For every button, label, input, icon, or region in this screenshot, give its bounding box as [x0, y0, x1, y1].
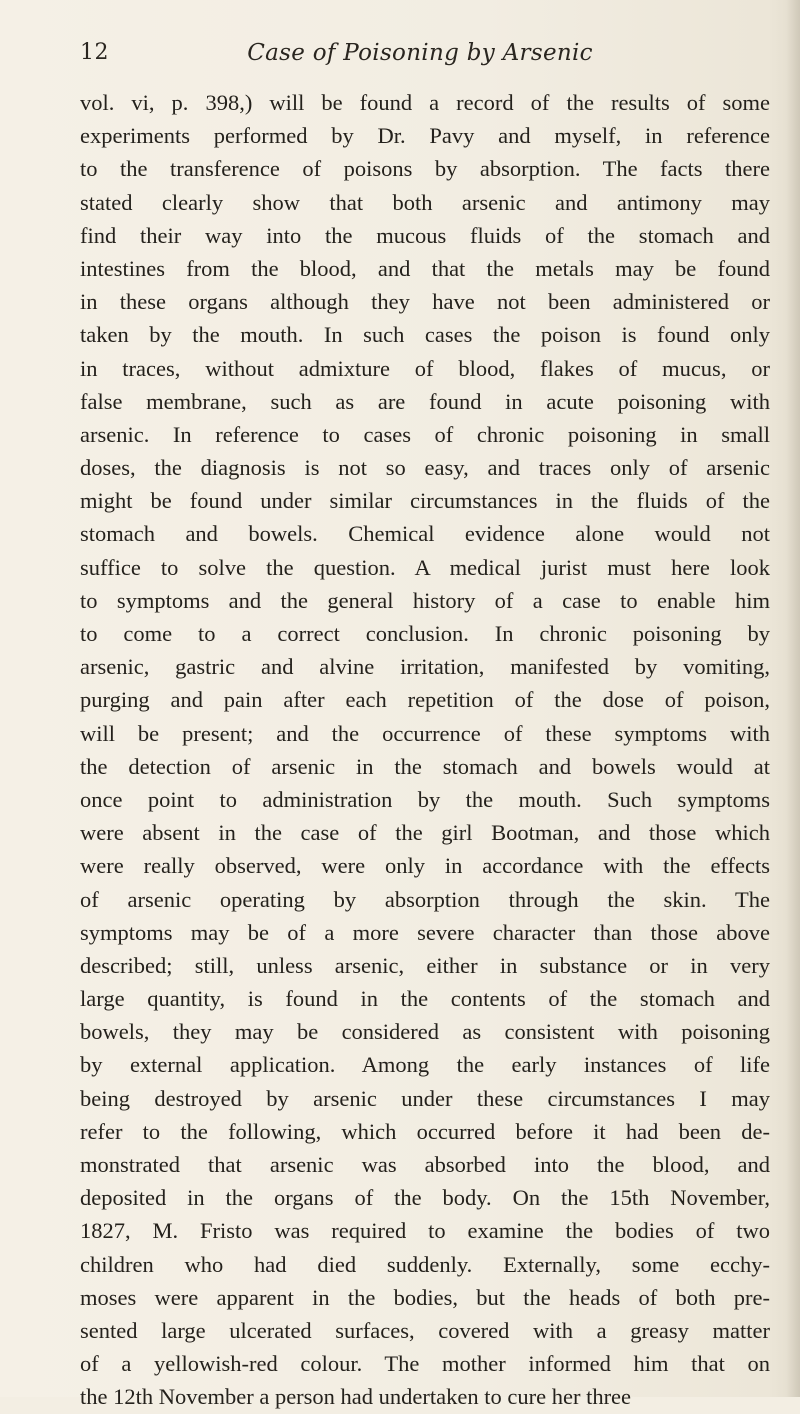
- text-line: stated clearly show that both arsenic and antimony may: [80, 189, 770, 215]
- text-line: stomach and bowels. Chemical evidence alone would not: [80, 521, 770, 547]
- text-line: the 12th November a person had undertaken to cure her three: [80, 1384, 632, 1410]
- text-line: of a yellowish-red colour. The mother informed him that on: [80, 1351, 770, 1377]
- text-line: experiments performed by Dr. Pavy and myself, in reference: [80, 123, 770, 149]
- text-line: moses were apparent in the bodies, but the heads of both pre-: [80, 1284, 770, 1310]
- text-line: purging and pain after each repetition of the dose of poison,: [80, 687, 770, 713]
- text-line: refer to the following, which occurred before it had been de-: [80, 1118, 770, 1144]
- text-line: find their way into the mucous fluids of the stomach and: [80, 222, 770, 248]
- text-line: doses, the diagnosis is not so easy, and traces only of arsenic: [80, 455, 770, 481]
- text-line: will be present; and the occurrence of these symptoms with: [80, 720, 770, 746]
- text-line: to come to a correct conclusion. In chronic poisoning by: [80, 621, 770, 646]
- text-line: to the transference of poisons by absorption. The facts there: [80, 156, 770, 182]
- page-edge-shadow: [786, 0, 800, 1397]
- text-line: to symptoms and the general history of a case to enable him: [80, 587, 770, 613]
- page-header: [80, 40, 760, 80]
- text-line: in these organs although they have not been administered or: [80, 289, 770, 315]
- text-line: large quantity, is found in the contents of the stomach and: [80, 986, 770, 1012]
- running-title: Case of Poisoning by Arsenic: [247, 40, 593, 66]
- text-line: the detection of arsenic in the stomach and bowels would at: [80, 753, 770, 779]
- text-line: arsenic. In reference to cases of chronic poisoning in small: [80, 421, 770, 447]
- text-line: in traces, without admixture of blood, flakes of mucus, or: [80, 355, 770, 381]
- text-line: vol. vi, p. 398,) will be found a record of the results of some: [80, 90, 770, 115]
- text-line: bowels, they may be considered as consistent with poisoning: [80, 1019, 770, 1045]
- text-line: of arsenic operating by absorption through the skin. The: [80, 886, 770, 912]
- body-paragraph: [80, 86, 770, 1414]
- text-line: 1827, M. Fristo was required to examine the bodies of two: [80, 1218, 770, 1244]
- text-line: were absent in the case of the girl Bootman, and those which: [80, 820, 770, 846]
- text-line: might be found under similar circumstances in the fluids of the: [80, 488, 770, 514]
- text-line: symptoms may be of a more severe character than those above: [80, 919, 770, 945]
- text-line: suffice to solve the question. A medical jurist must here look: [80, 554, 770, 580]
- text-line: arsenic, gastric and alvine irritation, manifested by vomiting,: [80, 654, 770, 680]
- text-line: taken by the mouth. In such cases the poison is found only: [80, 322, 770, 348]
- text-line: described; still, unless arsenic, either in substance or in very: [80, 952, 770, 978]
- text-line: by external application. Among the early instances of life: [80, 1052, 770, 1078]
- text-line: sented large ulcerated surfaces, covered with a greasy matter: [80, 1317, 770, 1343]
- text-line: children who had died suddenly. Externally, some ecchy-: [80, 1251, 770, 1277]
- text-line: monstrated that arsenic was absorbed into the blood, and: [80, 1152, 770, 1177]
- text-line: were really observed, were only in accordance with the effects: [80, 853, 770, 879]
- text-line: false membrane, such as are found in acute poisoning with: [80, 388, 770, 414]
- text-line: being destroyed by arsenic under these circumstances I may: [80, 1085, 770, 1111]
- text-line: deposited in the organs of the body. On the 15th November,: [80, 1185, 770, 1211]
- text-line: intestines from the blood, and that the metals may be found: [80, 255, 770, 281]
- text-line: once point to administration by the mouth. Such symptoms: [80, 786, 770, 812]
- page-number: 12: [80, 40, 109, 65]
